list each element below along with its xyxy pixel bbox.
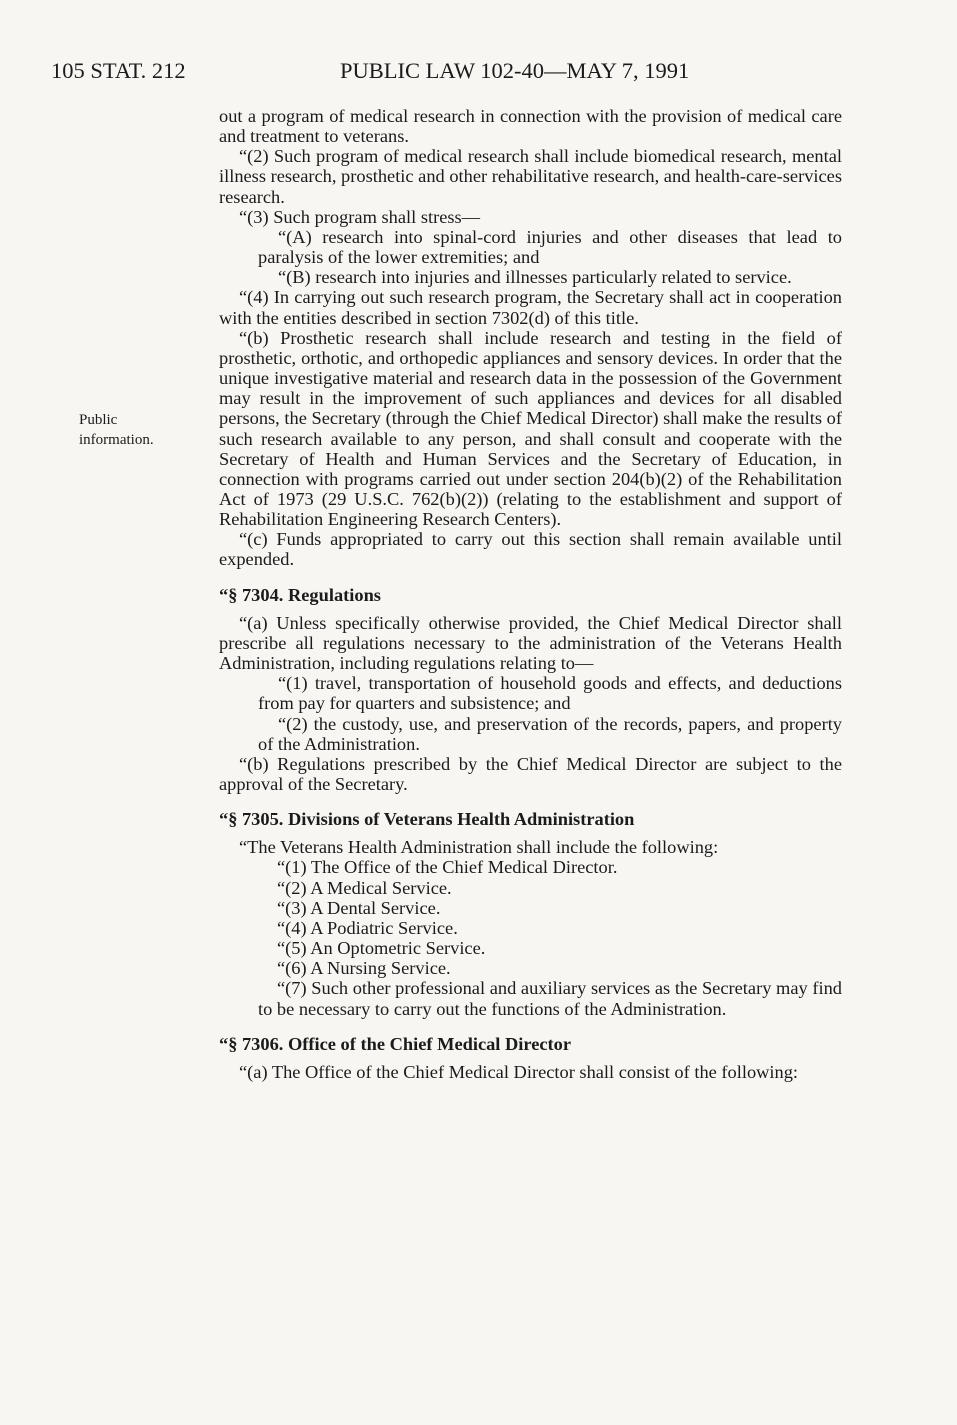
paragraph-7304-a1: “(1) travel, transportation of household goods and effects, and deductions from pay for quarters and subsistence; and xyxy=(258,673,842,714)
list-item: “(2) A Medical Service. xyxy=(277,877,452,898)
stat-page-number: 105 STAT. 212 xyxy=(51,58,186,83)
list-item-7: “(7) Such other professional and auxiliary services as the Secretary may find to be necessary to carry out the functions of the Administration. xyxy=(258,978,842,1019)
paragraph-a3-A: “(A) research into spinal-cord injuries and other diseases that lead to paralysis of the lower extremities; and xyxy=(258,226,842,268)
paragraph-7304-b: “(b) Regulations prescribed by the Chief Medical Director are subject to the approval of the Secretary. xyxy=(219,753,842,794)
list-item: “(3) A Dental Service. xyxy=(277,897,441,918)
paragraph-7304-a2: “(2) the custody, use, and preservation of the records, papers, and property of the Administration. xyxy=(258,713,842,754)
statute-body xyxy=(219,106,842,1082)
paragraph-7305-intro: “The Veterans Health Administration shall include the following: xyxy=(239,837,719,858)
page-header xyxy=(0,56,957,90)
paragraph-continuation: out a program of medical research in connection with the provision of medical care and treatment to veterans. xyxy=(219,106,842,147)
margin-note-line2: information. xyxy=(79,432,154,448)
paragraph-a2: “(2) Such program of medical research shall include biomedical research, mental illness research, prosthetic and other rehabilitative research, and health-care-services research. xyxy=(219,146,842,207)
paragraph-7306-a: “(a) The Office of the Chief Medical Director shall consist of the following: xyxy=(239,1061,799,1082)
paragraph-a3: “(3) Such program shall stress— xyxy=(239,206,481,227)
section-heading-7306: “§ 7306. Office of the Chief Medical Director xyxy=(219,1033,572,1054)
section-heading-7305: “§ 7305. Divisions of Veterans Health Administration xyxy=(219,809,635,830)
paragraph-b: “(b) Prosthetic research shall include research and testing in the field of prosthetic, orthotic, and orthopedic appliances and sensory devices. In order that the unique investigative material and research data in the possession of the Government may result in the improvement of such appliances and devices for all disabled persons, the Secretary (through the Chief Medical Director) shall make the results of such research available to any person, and shall consult and cooperate with the Secretary of Health and Human Services and the Secretary of Education, in connection with programs carried out under section 204(b)(2) of the Rehabilitation Act of 1973 (29 U.S.C. 762(b)(2)) (relating to the establishment and support of Rehabilitation Engineering Research Centers). xyxy=(219,327,842,530)
list-item: “(1) The Office of the Chief Medical Director. xyxy=(277,857,618,878)
paragraph-a4: “(4) In carrying out such research program, the Secretary shall act in cooperation with the entities described in section 7302(d) of this title. xyxy=(219,287,842,328)
list-item: “(6) A Nursing Service. xyxy=(277,958,451,979)
public-law-title: PUBLIC LAW 102-40—MAY 7, 1991 xyxy=(340,58,690,83)
list-item: “(4) A Podiatric Service. xyxy=(277,917,458,938)
section-heading-7304: “§ 7304. Regulations xyxy=(219,584,381,605)
paragraph-c: “(c) Funds appropriated to carry out this section shall remain available until expended. xyxy=(219,529,842,570)
list-item: “(5) An Optometric Service. xyxy=(277,938,486,959)
margin-note xyxy=(79,410,199,450)
paragraph-a3-B: “(B) research into injuries and illnesses particularly related to service. xyxy=(278,267,792,288)
margin-note-line1: Public xyxy=(79,412,118,428)
paragraph-7304-a: “(a) Unless specifically otherwise provided, the Chief Medical Director shall prescribe all regulations necessary to the administration of the Veterans Health Administration, including regulations relating to— xyxy=(219,612,842,674)
